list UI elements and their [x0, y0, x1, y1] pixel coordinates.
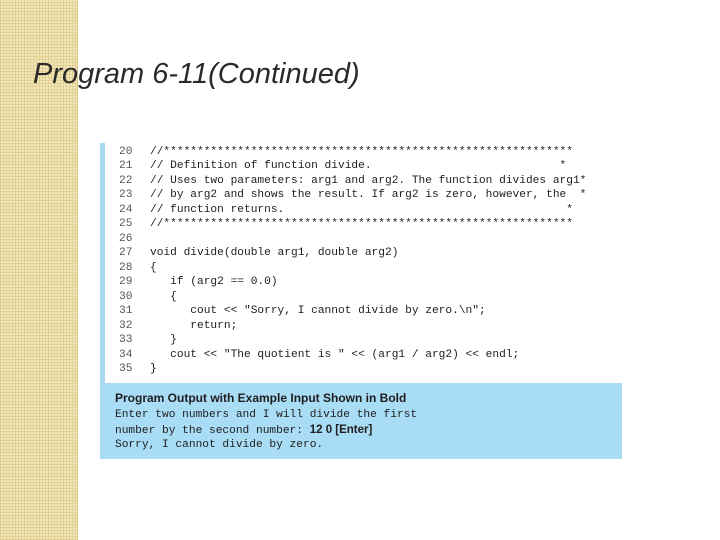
line-number: 23	[119, 189, 133, 201]
code-line	[105, 159, 622, 173]
code-line	[105, 232, 622, 246]
output-line: Enter two numbers and I will divide the first	[115, 409, 418, 421]
line-source: {	[150, 261, 157, 274]
line-source: // Uses two parameters: arg1 and arg2. The function divides arg1*	[150, 174, 587, 187]
output-prompt-text: number by the second number:	[115, 425, 310, 437]
output-line: Sorry, I cannot divide by zero.	[115, 439, 324, 451]
line-source: return;	[150, 319, 238, 332]
line-source: // Definition of function divide. *	[150, 160, 567, 172]
code-listing	[100, 143, 622, 383]
line-source: // by arg2 and shows the result. If arg2 is zero, however, the *	[150, 189, 587, 201]
line-number: 33	[119, 334, 133, 346]
line-number: 30	[119, 290, 133, 303]
code-line	[105, 217, 622, 231]
line-number: 28	[119, 261, 133, 274]
line-source: cout << "The quotient is " << (arg1 / arg2) << endl;	[150, 348, 520, 361]
line-number: 27	[119, 247, 133, 259]
code-line	[105, 362, 622, 376]
line-source: //*************************************************************	[150, 218, 573, 230]
code-line	[105, 333, 622, 347]
slide-title: Program 6-11(Continued)	[33, 58, 360, 90]
line-source: void divide(double arg1, double arg2)	[150, 247, 399, 259]
code-line	[105, 275, 622, 289]
code-line	[105, 290, 622, 304]
line-source: }	[150, 363, 157, 375]
code-line	[105, 348, 622, 362]
output-line	[115, 423, 372, 438]
line-number: 34	[119, 348, 133, 361]
line-source: }	[150, 334, 177, 346]
line-source: {	[150, 290, 177, 303]
code-line	[105, 203, 622, 217]
line-number: 21	[119, 160, 133, 172]
code-line	[105, 304, 622, 318]
output-heading: Program Output with Example Input Shown in Bold	[115, 391, 407, 405]
code-line	[105, 188, 622, 202]
line-number: 26	[119, 232, 133, 245]
code-line	[105, 246, 622, 260]
line-number: 32	[119, 319, 133, 332]
line-number: 20	[119, 146, 133, 158]
line-number: 29	[119, 276, 133, 288]
program-output-panel	[100, 383, 622, 459]
code-line	[105, 145, 622, 159]
code-line	[105, 174, 622, 188]
line-number: 24	[119, 203, 133, 216]
line-number: 35	[119, 363, 133, 375]
code-line	[105, 261, 622, 275]
code-line	[105, 319, 622, 333]
line-number: 31	[119, 305, 133, 317]
line-number: 22	[119, 174, 133, 187]
user-input-bold: 12 0 [Enter]	[309, 424, 373, 436]
line-source: //*************************************************************	[150, 146, 573, 158]
line-source: cout << "Sorry, I cannot divide by zero.\n";	[150, 305, 486, 317]
line-number: 25	[119, 218, 133, 230]
line-source: // function returns. *	[150, 203, 573, 216]
line-source: if (arg2 == 0.0)	[150, 276, 278, 288]
